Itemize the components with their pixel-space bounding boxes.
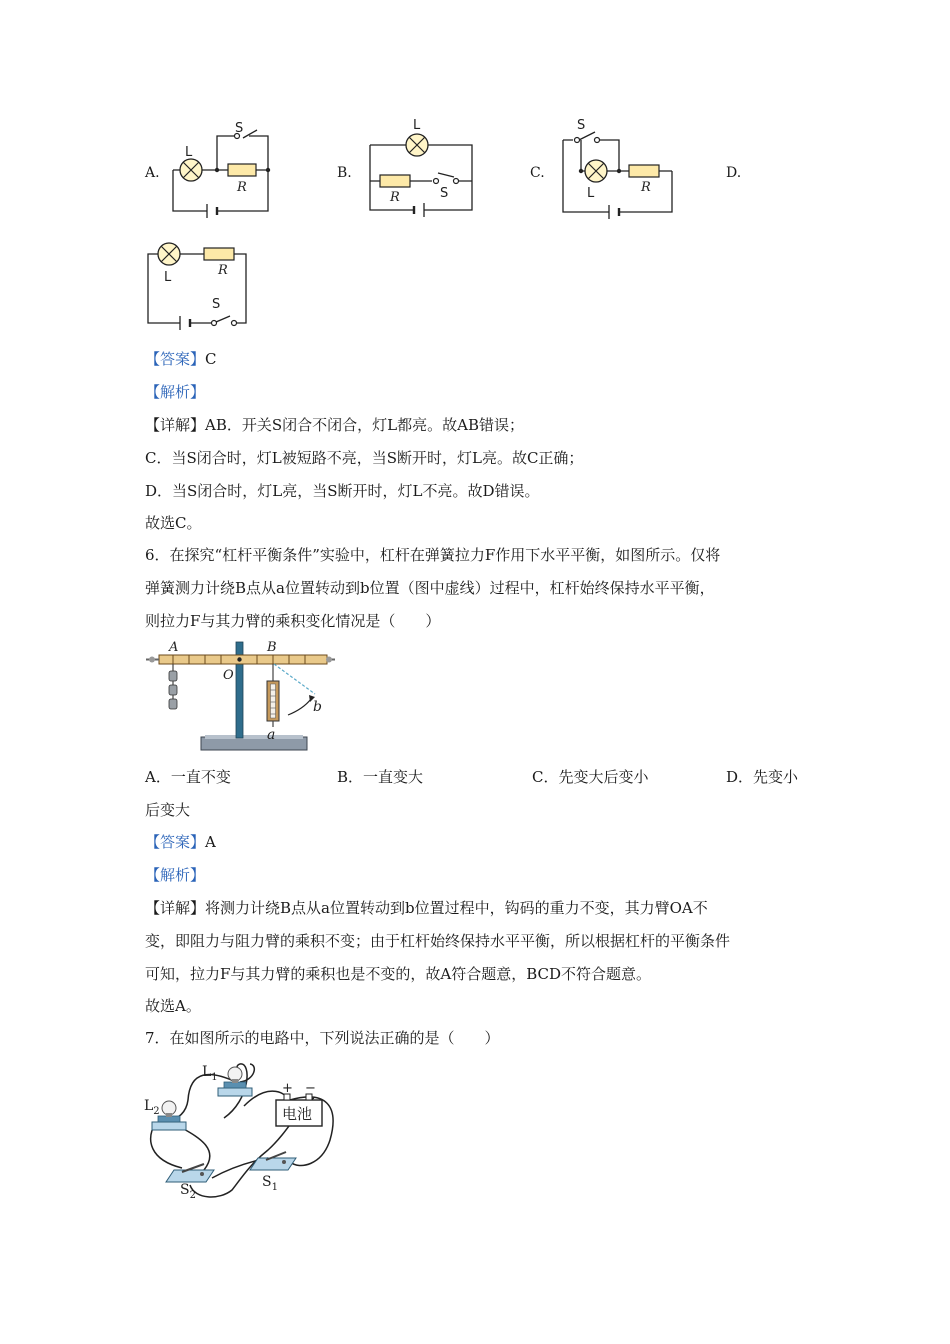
q5-answer: [145, 349, 217, 369]
lever-figure: [143, 637, 338, 755]
resistor-icon: [629, 165, 659, 177]
s1-label: [262, 1174, 278, 1193]
s2-subscript: 2: [189, 1190, 196, 1201]
lamp-label: L: [185, 145, 193, 160]
l1-letter: L: [202, 1064, 212, 1080]
option-b-label: B.: [337, 165, 352, 181]
detail-text: AB．开关S闭合不闭合，灯L都亮。故AB错误；: [205, 416, 524, 434]
detail-tag: 【详解】: [145, 899, 206, 917]
option-d-label: D.: [726, 165, 742, 181]
resistor-icon: [204, 248, 234, 260]
circuit-diagram-c: [557, 115, 677, 225]
resistor-icon: [228, 164, 256, 176]
resistor-label: R: [218, 263, 228, 278]
q6-detail-2: 变，即阻力与阻力臂的乘积不变；由于杠杆始终保持水平平衡，所以根据杠杆的平衡条件: [145, 932, 731, 950]
lamp-icon: [180, 159, 202, 181]
q6-option-c: C．先变大后变小: [532, 768, 649, 786]
s1-letter: S: [262, 1174, 272, 1190]
answer-value: C: [205, 350, 217, 368]
detail-text: 将测力计绕B点从a位置转动到b位置过程中，钩码的重力不变，其力臂OA不: [205, 899, 708, 917]
circuit-diagram-a: [165, 118, 275, 218]
switch-label: S: [235, 121, 244, 136]
spring-scale: [267, 664, 279, 727]
q6-conclusion: 故选A。: [145, 997, 201, 1015]
point-o-label: O: [223, 668, 234, 683]
hook-weights: [169, 664, 177, 709]
detail-tag: 【详解】: [145, 416, 206, 434]
point-a-label: A: [169, 640, 179, 655]
rotation-arrow: [288, 699, 311, 715]
switch-label: S: [440, 186, 449, 201]
position-a-label: a: [267, 727, 276, 743]
lamp-label: L: [164, 270, 172, 285]
q6-option-d-wrap: 后变大: [145, 801, 191, 819]
resistor-label: R: [641, 180, 651, 195]
option-a-label: A.: [145, 165, 160, 181]
q6-option-a: A．一直不变: [145, 768, 231, 786]
answer-value: A: [205, 833, 216, 851]
q6-detail-3: 可知，拉力F与其力臂的乘积也是不变的，故A符合题意，BCD不符合题意。: [145, 965, 652, 983]
switch-icon-s1: [250, 1152, 296, 1170]
lamp-icon: [406, 134, 428, 156]
dashed-line-b: [274, 664, 315, 694]
point-b-label: B: [267, 640, 277, 655]
lamp-label: L: [587, 186, 595, 201]
q6-stem-2: 弹簧测力计绕B点从a位置转动到b位置（图中虚线）过程中，杠杆始终保持水平平衡，: [145, 579, 715, 597]
lamp-label: L: [413, 118, 421, 133]
plus-sign: +: [282, 1081, 293, 1096]
q7-stem: 7．在如图所示的电路中，下列说法正确的是（ ）: [145, 1029, 500, 1047]
l2-subscript: 2: [153, 1106, 160, 1117]
l2-letter: L: [144, 1098, 154, 1114]
switch-label: S: [212, 297, 221, 312]
q6-stem-1: 6．在探究“杠杆平衡条件”实验中，杠杆在弹簧拉力F作用下水平平衡，如图所示。仅将: [145, 546, 721, 564]
q5-analysis-tag: 【解析】: [145, 383, 206, 401]
answer-tag: 【答案】: [145, 350, 206, 368]
q5-detail: [145, 415, 524, 435]
lamp-icon: [158, 243, 180, 265]
q5-line-c: C．当S闭合时，灯L被短路不亮，当S断开时，灯L亮。故C正确；: [145, 449, 584, 467]
switch-label: S: [577, 118, 586, 133]
answer-tag: 【答案】: [145, 833, 206, 851]
l1-label: [202, 1064, 218, 1083]
battery-label: 电池: [282, 1105, 313, 1123]
q6-detail-1: [145, 898, 708, 918]
q6-option-b: B．一直变大: [337, 768, 424, 786]
q6-stem-3: 则拉力F与其力臂的乘积变化情况是（ ）: [145, 612, 441, 630]
s1-subscript: 1: [271, 1182, 278, 1193]
lamp-icon: [585, 160, 607, 182]
lever-bar: [159, 655, 327, 664]
l1-subscript: 1: [211, 1072, 218, 1083]
q6-answer: [145, 832, 216, 852]
resistor-label: R: [237, 180, 247, 195]
s2-label: [180, 1182, 196, 1201]
q6-option-d: D．先变小: [726, 768, 799, 786]
minus-sign: −: [305, 1081, 316, 1096]
l2-label: [144, 1098, 160, 1117]
q5-line-d: D．当S闭合时，灯L亮，当S断开时，灯L不亮。故D错误。: [145, 482, 540, 500]
resistor-label: R: [390, 190, 400, 205]
resistor-icon: [380, 175, 410, 187]
s2-letter: S: [180, 1182, 190, 1198]
circuit-diagram-d: [140, 236, 260, 336]
position-b-label: b: [313, 699, 322, 715]
circuit-diagram-b: [362, 115, 482, 225]
circuit-photo-figure: [140, 1060, 345, 1205]
option-c-label: C.: [530, 165, 545, 181]
q5-conclusion: 故选C。: [145, 514, 202, 532]
q6-analysis-tag: 【解析】: [145, 866, 206, 884]
